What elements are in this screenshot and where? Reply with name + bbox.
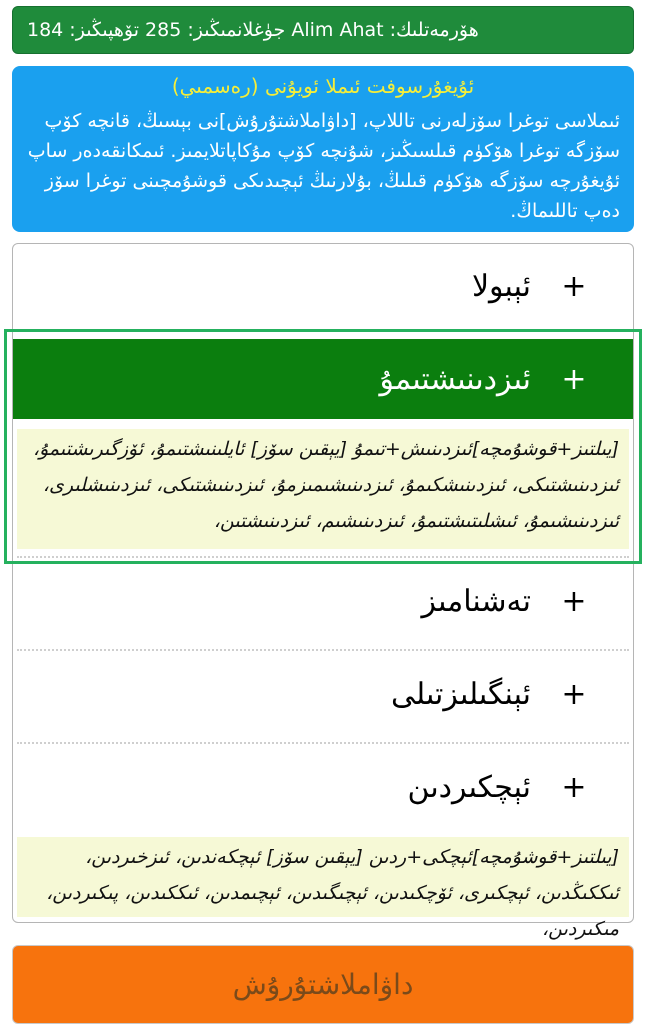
instructions-text: ئىملاسى توغرا سۆزلەرنى تاللاپ، [داۋاملاشتۇرۇش]نى بېسىڭ، قانچە كۆپ سۆزگە توغرا ھۆكۈم قىلسىڭىز، شۇنچە كۆپ مۇكاپاتلايمىز. ئىمكانقەدەر ساپ ئۇيغۇرچە سۆزگە ھۆكۈم قىلىڭ، بۇلارنىڭ ئېچىدىكى قوشۇمچىنى توغرا سۆز دەپ تاللىماڭ. (27, 110, 620, 222)
word-option-enggilizlili[interactable] (13, 654, 633, 734)
plus-icon: + (561, 361, 587, 397)
word-option-izdinishtimu[interactable] (13, 339, 633, 419)
word-list (12, 243, 634, 940)
user-status-text: ھۆرمەتلىك: Alim Ahat جۈغلانمىڭىز: 285 تۆھپىڭىز: 184 (27, 19, 479, 41)
plus-icon: + (561, 583, 587, 619)
word-label: ئىزدىنىشتىمۇ (379, 361, 531, 397)
user-status-bar (12, 6, 634, 54)
word-option-echkirdin[interactable] (13, 747, 633, 827)
word-label: تەشنامىز (421, 583, 531, 619)
continue-button[interactable] (12, 945, 634, 1024)
divider (17, 556, 629, 558)
continue-button-label: داۋاملاشتۇرۇش (232, 968, 414, 1001)
plus-icon: + (561, 676, 587, 712)
plus-icon: + (561, 268, 587, 304)
word-label: ئېبولا (471, 268, 531, 304)
word-detail-text: [يىلتىز+قوشۇمچە]ئېچكى+ردىن [يېقىن سۆز] ئېچكەندىن، ئىزخىردىن، ئىككىڭدىن، ئېچكىرى، ئۆچكىدىن، ئېچىگىدىن، ئېچىمدىن، ئىككىدىن، پىكىردىن، مىكىردىن، (46, 846, 619, 940)
divider (17, 742, 629, 744)
word-detail-text: [يىلتىز+قوشۇمچە]ئىزدىنىش+تىمۇ [يېقىن سۆز] ئايلىنىشتىمۇ، ئۆزگىرىشتىمۇ، ئىزدىنىشتىكى، ئىزدىنىشكىمۇ، ئىزدىنىشىمىزمۇ، ئىزدىنىشتىكى، ئىزدىنىشلىرى، ئىزدىنىشىمۇ، ئىشلىتىشتىمۇ، ئىزدىنىشىم، ئىزدىنىشتىن، (32, 438, 619, 532)
word-detail-echkirdin (17, 837, 629, 940)
word-detail-izdinishtimu (17, 429, 629, 549)
word-option-ebola[interactable] (13, 246, 633, 326)
word-option-teshnamiz[interactable] (13, 561, 633, 641)
game-title: ئۇيغۇرسوفت ئىملا ئويۇنى (رەسمىي) (171, 74, 475, 98)
divider (17, 649, 629, 651)
word-label: ئېنگىلىزتىلى (391, 676, 531, 712)
instructions-panel (12, 66, 634, 232)
word-label: ئېچكىردىن (407, 769, 531, 805)
plus-icon: + (561, 769, 587, 805)
